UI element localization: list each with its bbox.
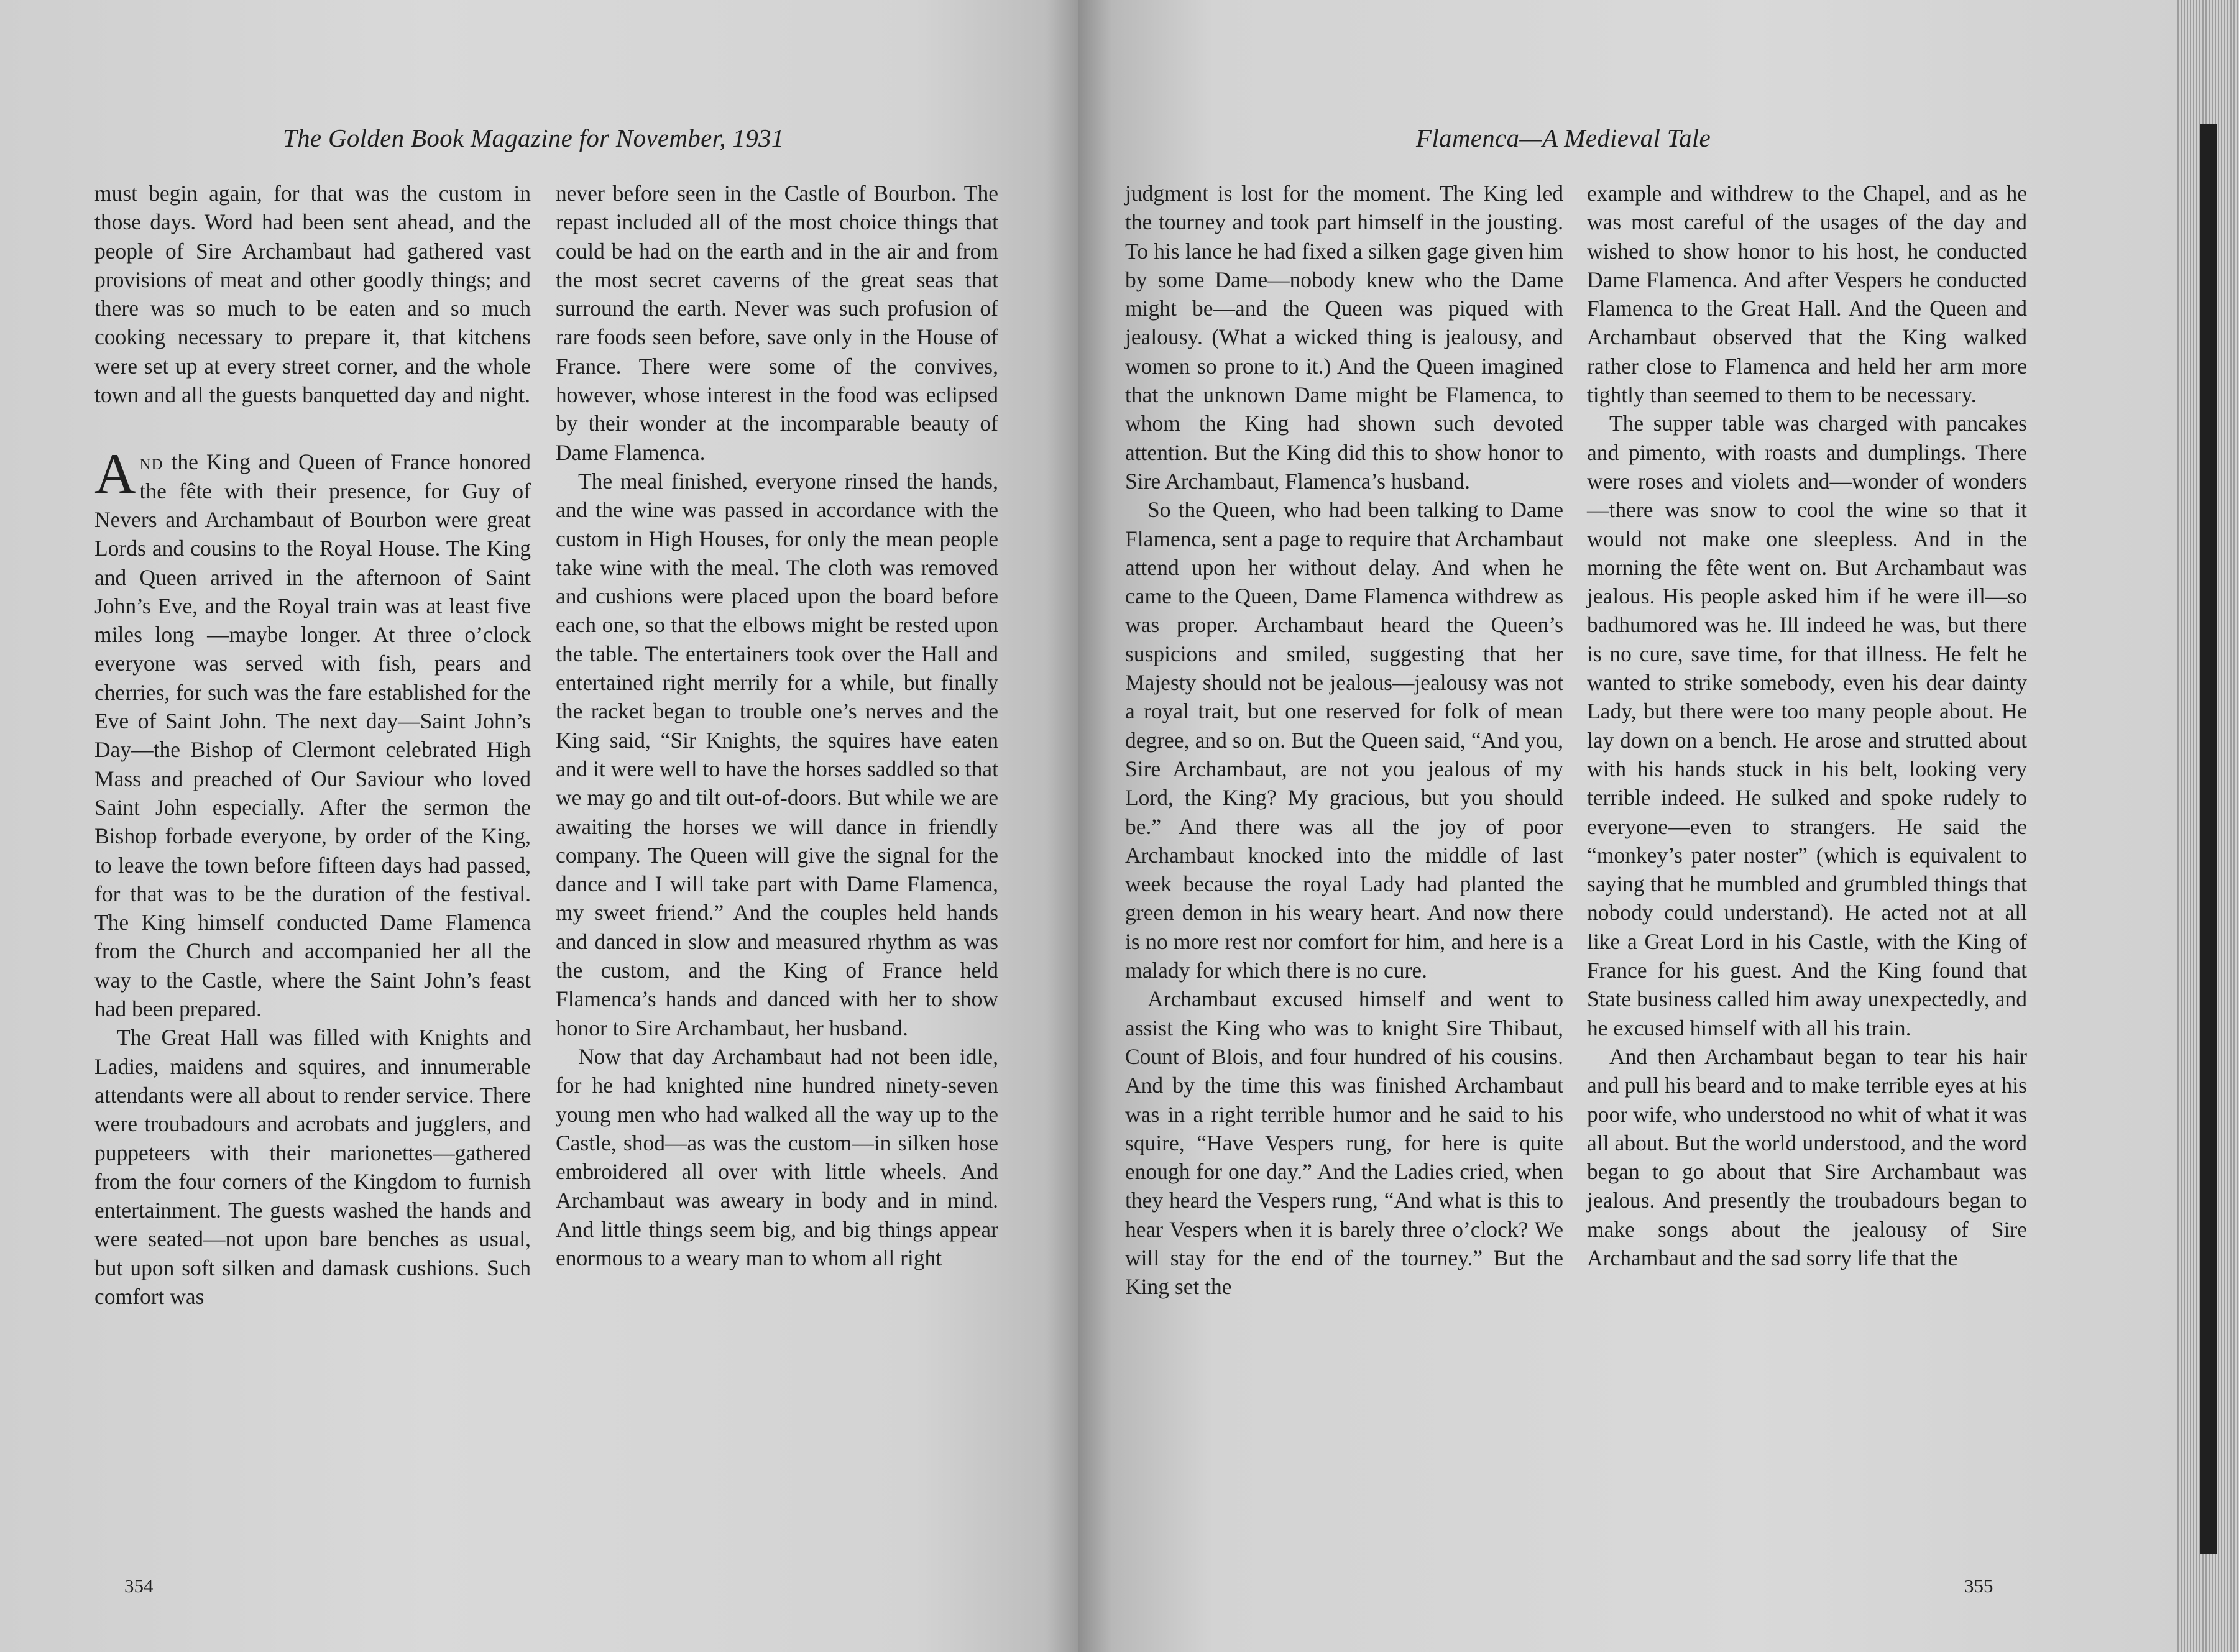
paragraph: So the Queen, who had been talking to Dame Flamenca, sent a page to require that Archambaut attend upon her without delay. And when he came to the Queen, Dame Flamenca withdrew as was proper. Archambaut heard the Queen’s suspicions and smiled, suggesting that her Majesty should not be jealous—jealousy was not a royal trait, but one reserved for folk of mean degree, and so on. But the Queen said, “And you, Sire Archambaut, are not you jealous of my Lord, the King? My gracious, but you should be.” And there was all the joy of poor Archambaut knocked into the middle of last week because the royal Lady had planted the green demon in his weary heart. And now there is no more rest nor comfort for him, and here is a malady for which there is no cure. <box>1125 497 1563 983</box>
left-page-column-1 <box>94 179 531 1311</box>
small-caps-lead: nd <box>139 449 163 475</box>
right-page-number: 355 <box>1964 1575 1993 1597</box>
paragraph: never before seen in the Castle of Bourbon. The repast included all of the most choice things that could be had on the earth and in the air and from the most secret caverns of the great seas that surround the earth. Never was such profusion of rare foods seen before, save only in the House of France. There were some of the convives, however, whose interest in the food was eclipsed by their wonder at the incomparable beauty of Dame Flamenca. <box>556 181 998 465</box>
left-page-column-2 <box>556 179 998 1272</box>
paragraph: example and withdrew to the Chapel, and as he was most careful of the usages of the day and wished to show honor to his host, he conducted Dame Flamenca. And after Vespers he conducted Flamenca to the Great Hall. And the Queen and Archambaut observed that the King walked rather close to Flamenca and held her arm more tightly than seemed to them to be necessary. <box>1587 181 2027 408</box>
section-opening-paragraph <box>94 442 531 1023</box>
paragraph: must begin again, for that was the custom in those days. Word had been sent ahead, and the people of Sire Archambaut had gathered vast provisions of meat and other goodly things; and there was so much to be eaten and so much cooking necessary to prepare it, that kitchens were set up at every street corner, and the whole town and all the guests banquetted day and night. <box>94 181 531 408</box>
left-page-number: 354 <box>124 1575 154 1597</box>
paragraph: The meal finished, everyone rinsed the hands, and the wine was passed in accordance with the custom in High Houses, for only the mean people take wine with the meal. The cloth was removed and cushions were placed upon the board before each one, so that the elbows might be rested upon the table. The entertainers took over the Hall and entertained right merrily for a while, but finally the racket began to trouble one’s nerves and the King said, “Sir Knights, the squires have eaten and it were well to have the horses saddled so that we may go and tilt out-of-doors. But while we are awaiting the horses we will dance in friendly company. The Queen will give the signal for the dance and I will take part with Dame Flamenca, my sweet friend.” And the couples held hands and danced in slow and measured rhythm as was the custom, and the King of France held Flamenca’s hands and danced with her to show honor to Sire Archambaut, her husband. <box>556 468 998 1040</box>
paragraph: Now that day Archambaut had not been idle, for he had knighted nine hundred ninety-seven young men who had walked all the way up to the Castle, shod—as was the custom—in silken hose embroidered all over with little wheels. And Archambaut was aweary in body and in mind. And little things seem big, and big things appear enormous to a weary man to whom all right <box>556 1044 998 1270</box>
paragraph: Archambaut excused himself and went to assist the King who was to knight Sire Thibaut, Count of Blois, and four hundred of his cousins. And by the time this was finished Archambaut was in a right terrible humor and he said to his squire, “Have Vespers rung, for here is quite enough for one day.” And the Ladies cried, when they heard the Vespers rung, “And what is this to hear Vespers when it is barely three o’clock? We will stay for the end of the tourney.” But the King set the <box>1125 986 1563 1300</box>
left-running-head: The Golden Book Magazine for November, 1931 <box>283 124 784 152</box>
right-page <box>1078 0 2194 1652</box>
paragraph: judgment is lost for the moment. The King led the tourney and took part himself in the jousting. To his lance he had fixed a silken gage given him by some Dame—nobody knew who the Dame might be—and the Queen was piqued with jealousy. (What a wicked thing is jealousy, and women so prone to it.) And the Queen imagined that the unknown Dame might be Flamenca, to whom the King had shown such devoted attention. But the King did this to show honor to Sire Archambaut, Flamenca’s husband. <box>1125 181 1563 493</box>
right-running-head: Flamenca—A Medieval Tale <box>1416 124 1711 152</box>
right-page-column-1 <box>1125 179 1563 1301</box>
paragraph: The Great Hall was filled with Knights and Ladies, maidens and squires, and innumerable attendants were all about to render service. There were troubadours and acrobats and jugglers, and puppeteers with their marionettes—gathered from the four corners of the Kingdom to furnish entertainment. The guests washed the hands and were seated—not upon bare benches as usual, but upon soft silken and damask cushions. Such comfort was <box>94 1025 531 1309</box>
drop-cap: A <box>94 442 136 506</box>
paragraph: The supper table was charged with pancakes and pimento, with roasts and dumplings. There were roses and violets and—wonder of wonders—there was snow to cool the wine so that it would not make one sleepless. And in the morning the fête went on. But Archambaut was jealous. His people asked him if he were ill—so badhumored was he. Ill indeed he was, but there is no cure, save time, for that illness. He felt he wanted to strike somebody, even his dear dainty Lady, but there were too many people about. He lay down on a bench. He arose and strutted about with his hands stuck in his belt, looking very terrible indeed. He sulked and spoke rudely to everyone—even to strangers. He said the “monkey’s pater noster” (which is equivalent to saying that he mumbled and grumbled things that nobody could understand). He acted not at all like a Great Lord in his Castle, with the King of France for his guest. And the King found that State business called him away unexpectedly, and he excused himself with all his train. <box>1587 411 2027 1040</box>
right-page-column-2 <box>1587 179 2027 1272</box>
left-page <box>0 0 1078 1652</box>
page-edge-shadow <box>2200 124 2217 1554</box>
paragraph: And then Archambaut began to tear his hair and pull his beard and to make terrible eyes at his poor wife, who understood no whit of what it was all about. But the world understood, and the word began to go about that Sire Archambaut was jealous. And presently the troubadours began to make songs about the jealousy of Sire Archambaut and the sad sorry life that the <box>1587 1044 2027 1270</box>
paragraph-text: the King and Queen of France honored the fête with their presence, for Guy of Nevers and Archambaut of Bourbon were great Lords and cousins to the Royal House. The King and Queen arrived in the afternoon of Saint John’s Eve, and the Royal train was at least five miles long —maybe longer. At three o’clock everyone was served with fish, pears and cherries, for such was the fare established for the Eve of Saint John. The next day—Saint John’s Day—the Bishop of Clermont celebrated High Mass and preached of Our Saviour who loved Saint John especially. After the sermon the Bishop forbade everyone, by order of the King, to leave the town before fifteen days had passed, for that was to be the duration of the festival. The King himself conducted Dame Flamenca from the Church and accompanied her all the way to the Castle, where the Saint John’s feast had been prepared. <box>94 449 531 1022</box>
